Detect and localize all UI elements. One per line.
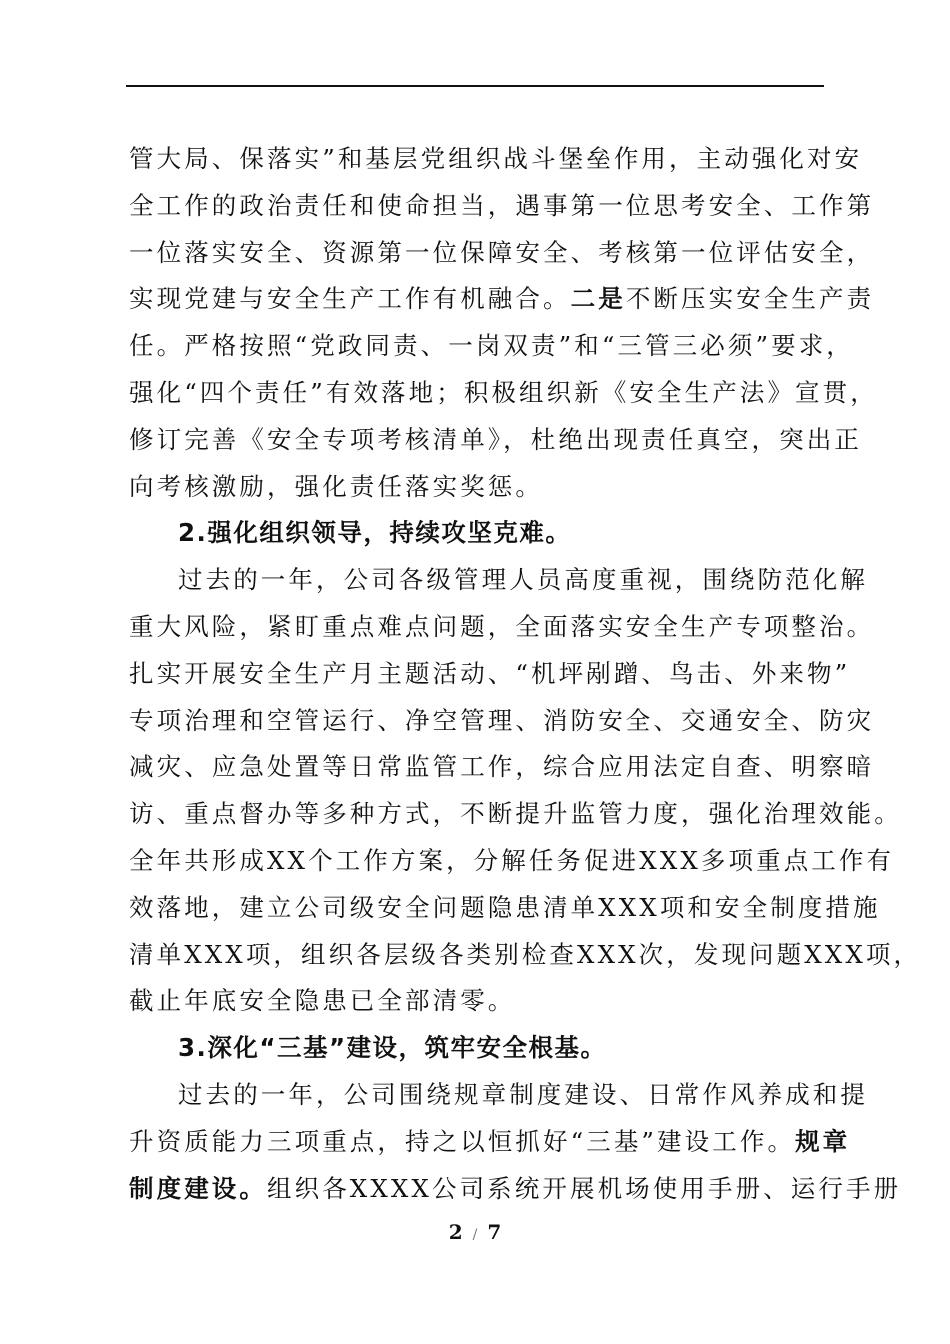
text-run: 不断压实安全生产责	[625, 284, 875, 314]
paragraph-line	[129, 651, 851, 698]
text-run: 组织各XXXX公司系统开展机场使用手册、运行手册	[267, 1173, 902, 1203]
text-run: 扎实开展安全生产月主题活动、“机坪剐蹭、鸟击、外来物”	[129, 658, 851, 688]
text-run: 修订完善《安全专项考核清单》，杜绝出现责任真空，突出正	[129, 424, 862, 454]
paragraph-line	[129, 183, 875, 230]
text-run: 3.深化“三基”建设，筑牢安全根基。	[178, 1033, 607, 1063]
paragraph-line	[129, 557, 868, 604]
text-run: 访、重点督办等多种方式，不断提升监管力度，强化治理效能。	[129, 799, 902, 829]
text-run: 专项治理和空管运行、净空管理、消防安全、交通安全、防灾	[129, 705, 875, 735]
paragraph-line	[129, 1072, 868, 1119]
paragraph-line	[129, 885, 881, 932]
text-run: 实现党建与安全生产工作有机融合。	[129, 284, 571, 314]
bold-lead-text: 制度建设。	[129, 1173, 267, 1203]
text-run: 升资质能力三项重点，持之以恒抓好“三基”建设工作。	[129, 1126, 796, 1156]
page-total: 7	[487, 1220, 502, 1244]
text-run: 2.强化组织领导，持续攻坚克难。	[178, 518, 572, 548]
text-run: 减灾、应急处置等日常监管工作，综合应用法定自查、明察暗	[129, 752, 875, 782]
text-run: 全工作的政治责任和使命担当，遇事第一位思考安全、工作第	[129, 190, 875, 220]
text-run: 过去的一年，公司各级管理人员高度重视，围绕防范化解	[178, 565, 868, 595]
text-run: 过去的一年，公司围绕规章制度建设、日常作风养成和提	[178, 1079, 868, 1109]
text-run: 强化“四个责任”有效落地；积极组织新《安全生产法》宣贯，	[129, 377, 878, 407]
text-run: 清单XXX项，组织各层级各类别检查XXX次，发现问题XXX项，	[129, 939, 922, 969]
section-heading	[129, 510, 829, 557]
header-rule	[126, 85, 824, 87]
page-number	[0, 1220, 950, 1244]
bold-lead-text: 规章	[795, 1126, 851, 1156]
text-run: 效落地，建立公司级安全问题隐患清单XXX项和安全制度措施	[129, 892, 881, 922]
paragraph-line	[129, 1166, 902, 1213]
bold-lead-text: 二是	[570, 284, 626, 314]
paragraph-line	[129, 464, 829, 511]
paragraph-line	[129, 230, 875, 277]
text-run: 截止年底安全隐患已全部清零。	[129, 986, 516, 1016]
paragraph-line	[129, 604, 875, 651]
paragraph-line	[129, 698, 875, 745]
page-current: 2	[448, 1220, 463, 1244]
paragraph-line	[129, 791, 902, 838]
text-run: 向考核激励，强化责任落实奖惩。	[129, 471, 543, 501]
paragraph-line	[129, 744, 875, 791]
text-run: 一位落实安全、资源第一位保障安全、考核第一位评估安全，	[129, 237, 875, 267]
paragraph-line	[129, 1119, 851, 1166]
text-run: 任。严格按照“党政同责、一岗双责”和“三管三必须”要求，	[129, 331, 854, 361]
paragraph-line	[129, 417, 862, 464]
paragraph-line	[129, 370, 878, 417]
paragraph-line	[129, 323, 854, 370]
paragraph-line	[129, 276, 875, 323]
text-run: 管大局、保落实”和基层党组织战斗堡垒作用，主动强化对安	[129, 144, 863, 173]
section-heading	[129, 1025, 829, 1072]
text-run: 全年共形成XX个工作方案，分解任务促进XXX多项重点工作有	[129, 845, 895, 875]
text-run: 重大风险，紧盯重点难点问题，全面落实安全生产专项整治。	[129, 611, 875, 641]
paragraph-line	[129, 136, 863, 183]
page-separator: /	[472, 1227, 478, 1243]
paragraph-line	[129, 838, 895, 885]
paragraph-line	[129, 932, 922, 979]
document-body	[129, 136, 922, 1212]
paragraph-line	[129, 978, 829, 1025]
